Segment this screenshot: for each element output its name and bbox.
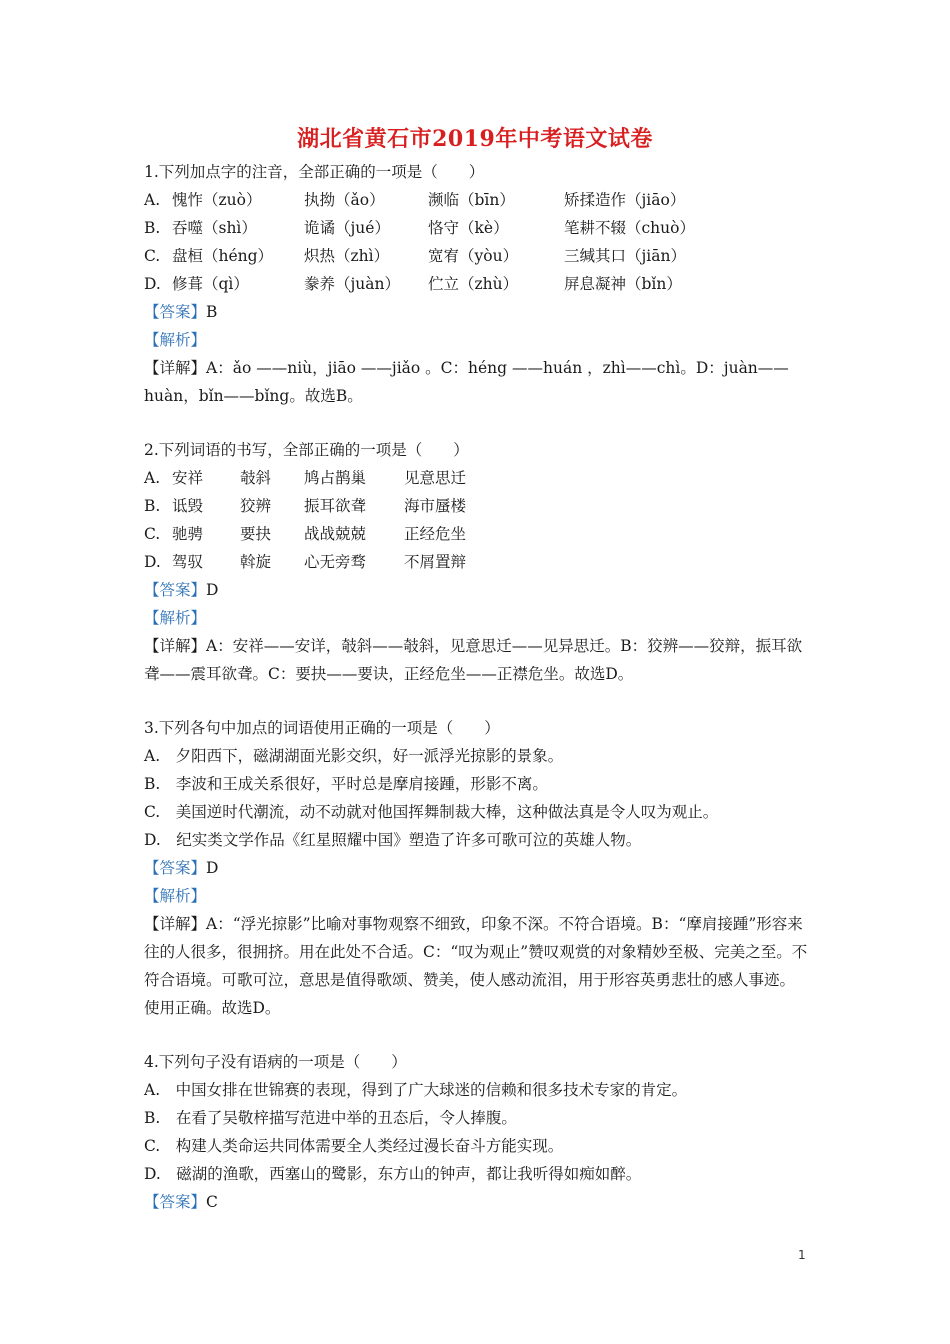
option-item: 矫揉造作（jiāo） bbox=[564, 191, 686, 209]
answer-value: C bbox=[206, 1193, 218, 1211]
option-item: 屏息凝神（bǐn） bbox=[564, 275, 682, 293]
detail-label: 【详解】 bbox=[144, 359, 207, 377]
answer-value: D bbox=[206, 859, 219, 877]
q2-answer bbox=[144, 576, 809, 604]
option-letter: A. bbox=[144, 469, 161, 487]
option-letter: B. bbox=[144, 497, 161, 515]
option-item: 攲斜 bbox=[240, 469, 272, 487]
option-item: 安祥 bbox=[172, 469, 204, 487]
q2-detail bbox=[144, 632, 809, 688]
option-letter: D. bbox=[144, 275, 161, 293]
q1-option-d bbox=[144, 270, 809, 298]
option-item: 修葺（qì） bbox=[172, 275, 249, 293]
option-letter: C. bbox=[144, 247, 161, 265]
q4-option-b: B. 在看了吴敬梓描写范进中举的丑态后，令人捧腹。 bbox=[144, 1109, 517, 1127]
option-item: 海市蜃楼 bbox=[404, 497, 467, 515]
option-item: 诋毁 bbox=[172, 497, 204, 515]
q3-stem: 3.下列各句中加点的词语使用正确的一项是（ ） bbox=[144, 719, 500, 737]
option-item: 濒临（bīn） bbox=[428, 191, 515, 209]
detail-text: A：安祥——安详，攲斜——攲斜，见意思迁——见异思迁。B：狡辨——狡辩，振耳欲聋——震耳欲聋。C：要抉——要诀，正经危坐——正襟危坐。故选D。 bbox=[144, 637, 803, 683]
option-item: 炽热（zhì） bbox=[304, 247, 390, 265]
option-item: 振耳欲聋 bbox=[304, 497, 367, 515]
page-title: 湖北省黄石市2019年中考语文试卷 bbox=[297, 126, 653, 152]
q2-option-c bbox=[144, 520, 809, 548]
detail-label: 【详解】 bbox=[144, 915, 207, 933]
q4-option-c: C. 构建人类命运共同体需要全人类经过漫长奋斗方能实现。 bbox=[144, 1137, 564, 1155]
q3-answer bbox=[144, 854, 809, 882]
option-letter: A. bbox=[144, 191, 161, 209]
analysis-label: 【解析】 bbox=[144, 887, 207, 905]
option-letter: C. bbox=[144, 525, 161, 543]
detail-label: 【详解】 bbox=[144, 637, 207, 655]
exam-content bbox=[144, 158, 809, 1216]
option-item: 要抉 bbox=[240, 525, 272, 543]
page-number: 1 bbox=[798, 1248, 806, 1262]
option-item: 驾驭 bbox=[172, 553, 204, 571]
answer-label: 【答案】 bbox=[144, 303, 207, 321]
option-item: 笔耕不辍（chuò） bbox=[564, 219, 695, 237]
q4-option-d: D. 磁湖的渔歌，西塞山的鹭影，东方山的钟声，都让我听得如痴如醉。 bbox=[144, 1165, 642, 1183]
option-item: 执拗（ǎo） bbox=[304, 191, 385, 209]
q4-answer bbox=[144, 1188, 809, 1216]
option-letter: B. bbox=[144, 219, 161, 237]
answer-label: 【答案】 bbox=[144, 1193, 207, 1211]
q2-option-a bbox=[144, 464, 809, 492]
option-item: 驰骋 bbox=[172, 525, 204, 543]
option-item: 见意思迁 bbox=[404, 469, 467, 487]
q2-option-d bbox=[144, 548, 809, 576]
analysis-label: 【解析】 bbox=[144, 609, 207, 627]
q2-stem: 2.下列词语的书写，全部正确的一项是（ ） bbox=[144, 441, 469, 459]
q3-detail bbox=[144, 910, 809, 1022]
option-item: 正经危坐 bbox=[404, 525, 467, 543]
q1-answer bbox=[144, 298, 809, 326]
option-item: 豢养（juàn） bbox=[304, 275, 401, 293]
q3-analysis bbox=[144, 882, 809, 910]
option-item: 斡旋 bbox=[240, 553, 272, 571]
analysis-label: 【解析】 bbox=[144, 331, 207, 349]
answer-label: 【答案】 bbox=[144, 859, 207, 877]
option-item: 伫立（zhù） bbox=[428, 275, 519, 293]
q1-option-b bbox=[144, 214, 809, 242]
q1-option-a bbox=[144, 186, 809, 214]
q3-option-c: C. 美国逆时代潮流，动不动就对他国挥舞制裁大棒，这种做法真是令人叹为观止。 bbox=[144, 803, 719, 821]
detail-text: A：“浮光掠影”比喻对事物观察不细致，印象不深。不符合语境。B：“摩肩接踵”形容来往的人很多，很拥挤。用在此处不合适。C：“叹为观止”赞叹观赏的对象精妙至极、完美之至。不符合语境。可歌可泣，意思是值得歌颂、赞美，使人感动流泪，用于形容英勇悲壮的感人事迹。使用正确。故选D。 bbox=[144, 915, 808, 1017]
option-item: 战战兢兢 bbox=[304, 525, 367, 543]
q3-option-d: D. 纪实类文学作品《红星照耀中国》塑造了许多可歌可泣的英雄人物。 bbox=[144, 831, 642, 849]
option-item: 心无旁骛 bbox=[304, 553, 367, 571]
option-item: 三缄其口（jiān） bbox=[564, 247, 686, 265]
option-item: 宽宥（yòu） bbox=[428, 247, 519, 265]
option-item: 恪守（kè） bbox=[428, 219, 509, 237]
option-item: 诡谲（jué） bbox=[304, 219, 390, 237]
q2-analysis bbox=[144, 604, 809, 632]
option-item: 盘桓（héng） bbox=[172, 247, 274, 265]
q1-option-c bbox=[144, 242, 809, 270]
detail-text: A：ǎo ——niù，jiāo ——jiǎo 。C：héng ——huán ，zhì——chì。D：juàn——huàn，bǐn——bǐng。故选B。 bbox=[144, 359, 789, 405]
answer-value: D bbox=[206, 581, 219, 599]
option-item: 不屑置辩 bbox=[404, 553, 467, 571]
option-item: 愧怍（zuò） bbox=[172, 191, 262, 209]
option-item: 鸠占鹊巢 bbox=[304, 469, 367, 487]
q1-analysis bbox=[144, 326, 809, 354]
option-item: 狡辨 bbox=[240, 497, 272, 515]
q3-option-b: B. 李波和王成关系很好，平时总是摩肩接踵，形影不离。 bbox=[144, 775, 548, 793]
option-letter: D. bbox=[144, 553, 161, 571]
q4-option-a: A. 中国女排在世锦赛的表现，得到了广大球迷的信赖和很多技术专家的肯定。 bbox=[144, 1081, 688, 1099]
answer-label: 【答案】 bbox=[144, 581, 207, 599]
q1-detail bbox=[144, 354, 809, 410]
q2-option-b bbox=[144, 492, 809, 520]
q1-stem: 1.下列加点字的注音，全部正确的一项是（ ） bbox=[144, 163, 485, 181]
q4-stem: 4.下列句子没有语病的一项是（ ） bbox=[144, 1053, 407, 1071]
option-item: 吞噬（shì） bbox=[172, 219, 257, 237]
q3-option-a: A. 夕阳西下，磁湖湖面光影交织，好一派浮光掠影的景象。 bbox=[144, 747, 564, 765]
answer-value: B bbox=[206, 303, 218, 321]
